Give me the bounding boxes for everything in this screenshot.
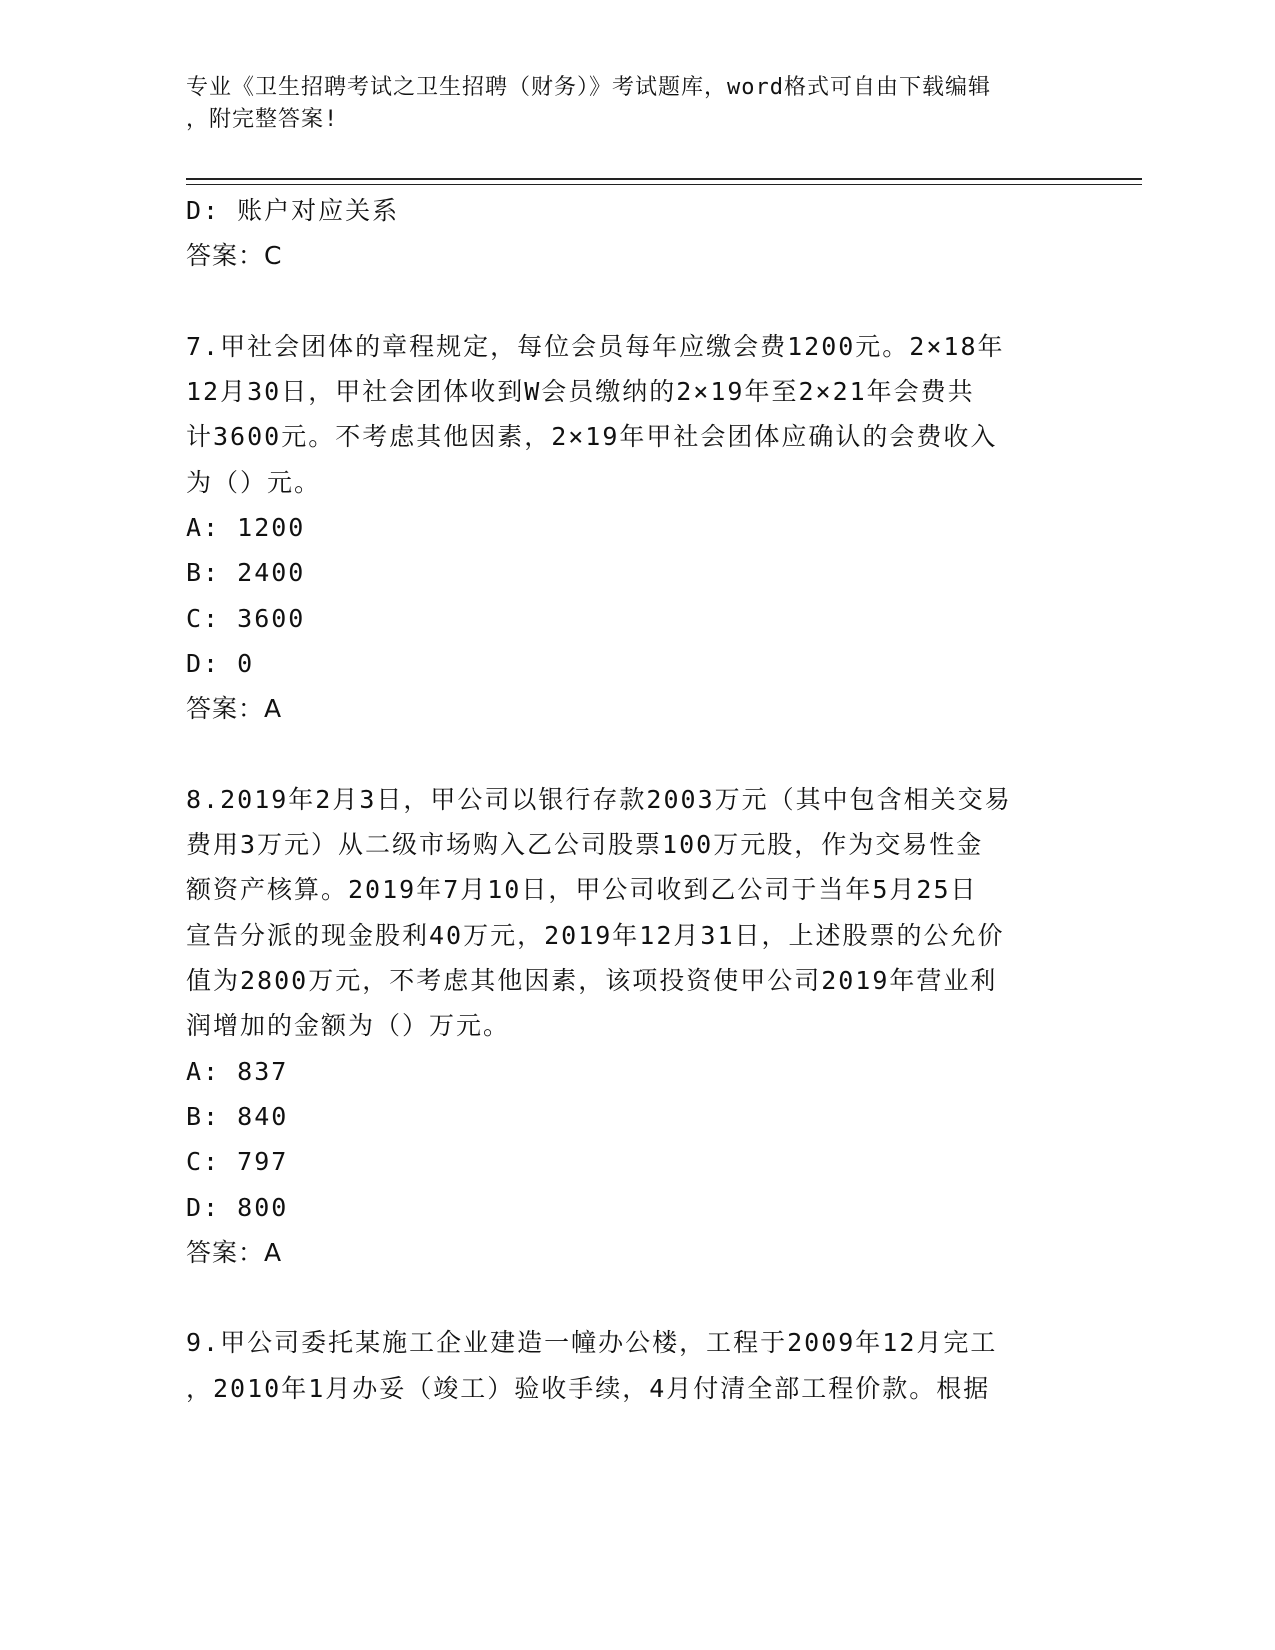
answer-line: 答案：A <box>186 1237 283 1267</box>
option-d: D: 0 <box>186 648 255 678</box>
question-stem-line: 值为2800万元，不考虑其他因素，该项投资使甲公司2019年营业利 <box>186 966 998 996</box>
spacer <box>186 279 1086 324</box>
question-8 <box>186 777 1086 1275</box>
option-b: B: 2400 <box>186 558 306 588</box>
question-stem-line: 8.2019年2月3日，甲公司以银行存款2003万元（其中包含相关交易 <box>186 784 1012 814</box>
option-a: A: 1200 <box>186 513 306 543</box>
question-stem-line: 润增加的金额为（）万元。 <box>186 1011 511 1041</box>
header-line: 专业《卫生招聘考试之卫生招聘（财务）》考试题库，word格式可自由下载编辑 <box>186 75 991 100</box>
spacer <box>186 732 1086 777</box>
question-stem-line: 9.甲公司委托某施工企业建造一幢办公楼，工程于2009年12月完工 <box>186 1328 998 1358</box>
answer-line: 答案：A <box>186 694 283 724</box>
question-stem-line: ，2010年1月办妥（竣工）验收手续，4月付清全部工程价款。根据 <box>186 1373 991 1403</box>
page-header <box>186 72 1066 136</box>
spacer <box>186 1275 1086 1320</box>
question-9 <box>186 1320 1086 1411</box>
question-stem-line: 宣告分派的现金股利40万元，2019年12月31日，上述股票的公允价 <box>186 920 1005 950</box>
question-content <box>186 188 1086 1411</box>
question-stem-line: 12月30日，甲社会团体收到W会员缴纳的2×19年至2×21年会费共 <box>186 377 975 407</box>
question-stem-line: 费用3万元）从二级市场购入乙公司股票100万元股，作为交易性金 <box>186 830 984 860</box>
option-d: D: 账户对应关系 <box>186 196 400 225</box>
question-7 <box>186 324 1086 732</box>
question-stem-line: 7.甲社会团体的章程规定，每位会员每年应缴会费1200元。2×18年 <box>186 331 1005 361</box>
answer-line: 答案：C <box>186 241 283 271</box>
option-c: C: 797 <box>186 1147 289 1177</box>
option-c: C: 3600 <box>186 603 306 633</box>
option-d: D: 800 <box>186 1192 289 1222</box>
question-stem-line: 为（）元。 <box>186 467 322 497</box>
question-stem-line: 额资产核算。2019年7月10日，甲公司收到乙公司于当年5月25日 <box>186 875 978 905</box>
header-line: ，附完整答案! <box>186 107 339 132</box>
option-b: B: 840 <box>186 1101 289 1131</box>
option-a: A: 837 <box>186 1056 289 1086</box>
header-divider-thick <box>186 178 1142 180</box>
header-divider-thin <box>186 184 1142 185</box>
question-stem-line: 计3600元。不考虑其他因素，2×19年甲社会团体应确认的会费收入 <box>186 422 998 452</box>
